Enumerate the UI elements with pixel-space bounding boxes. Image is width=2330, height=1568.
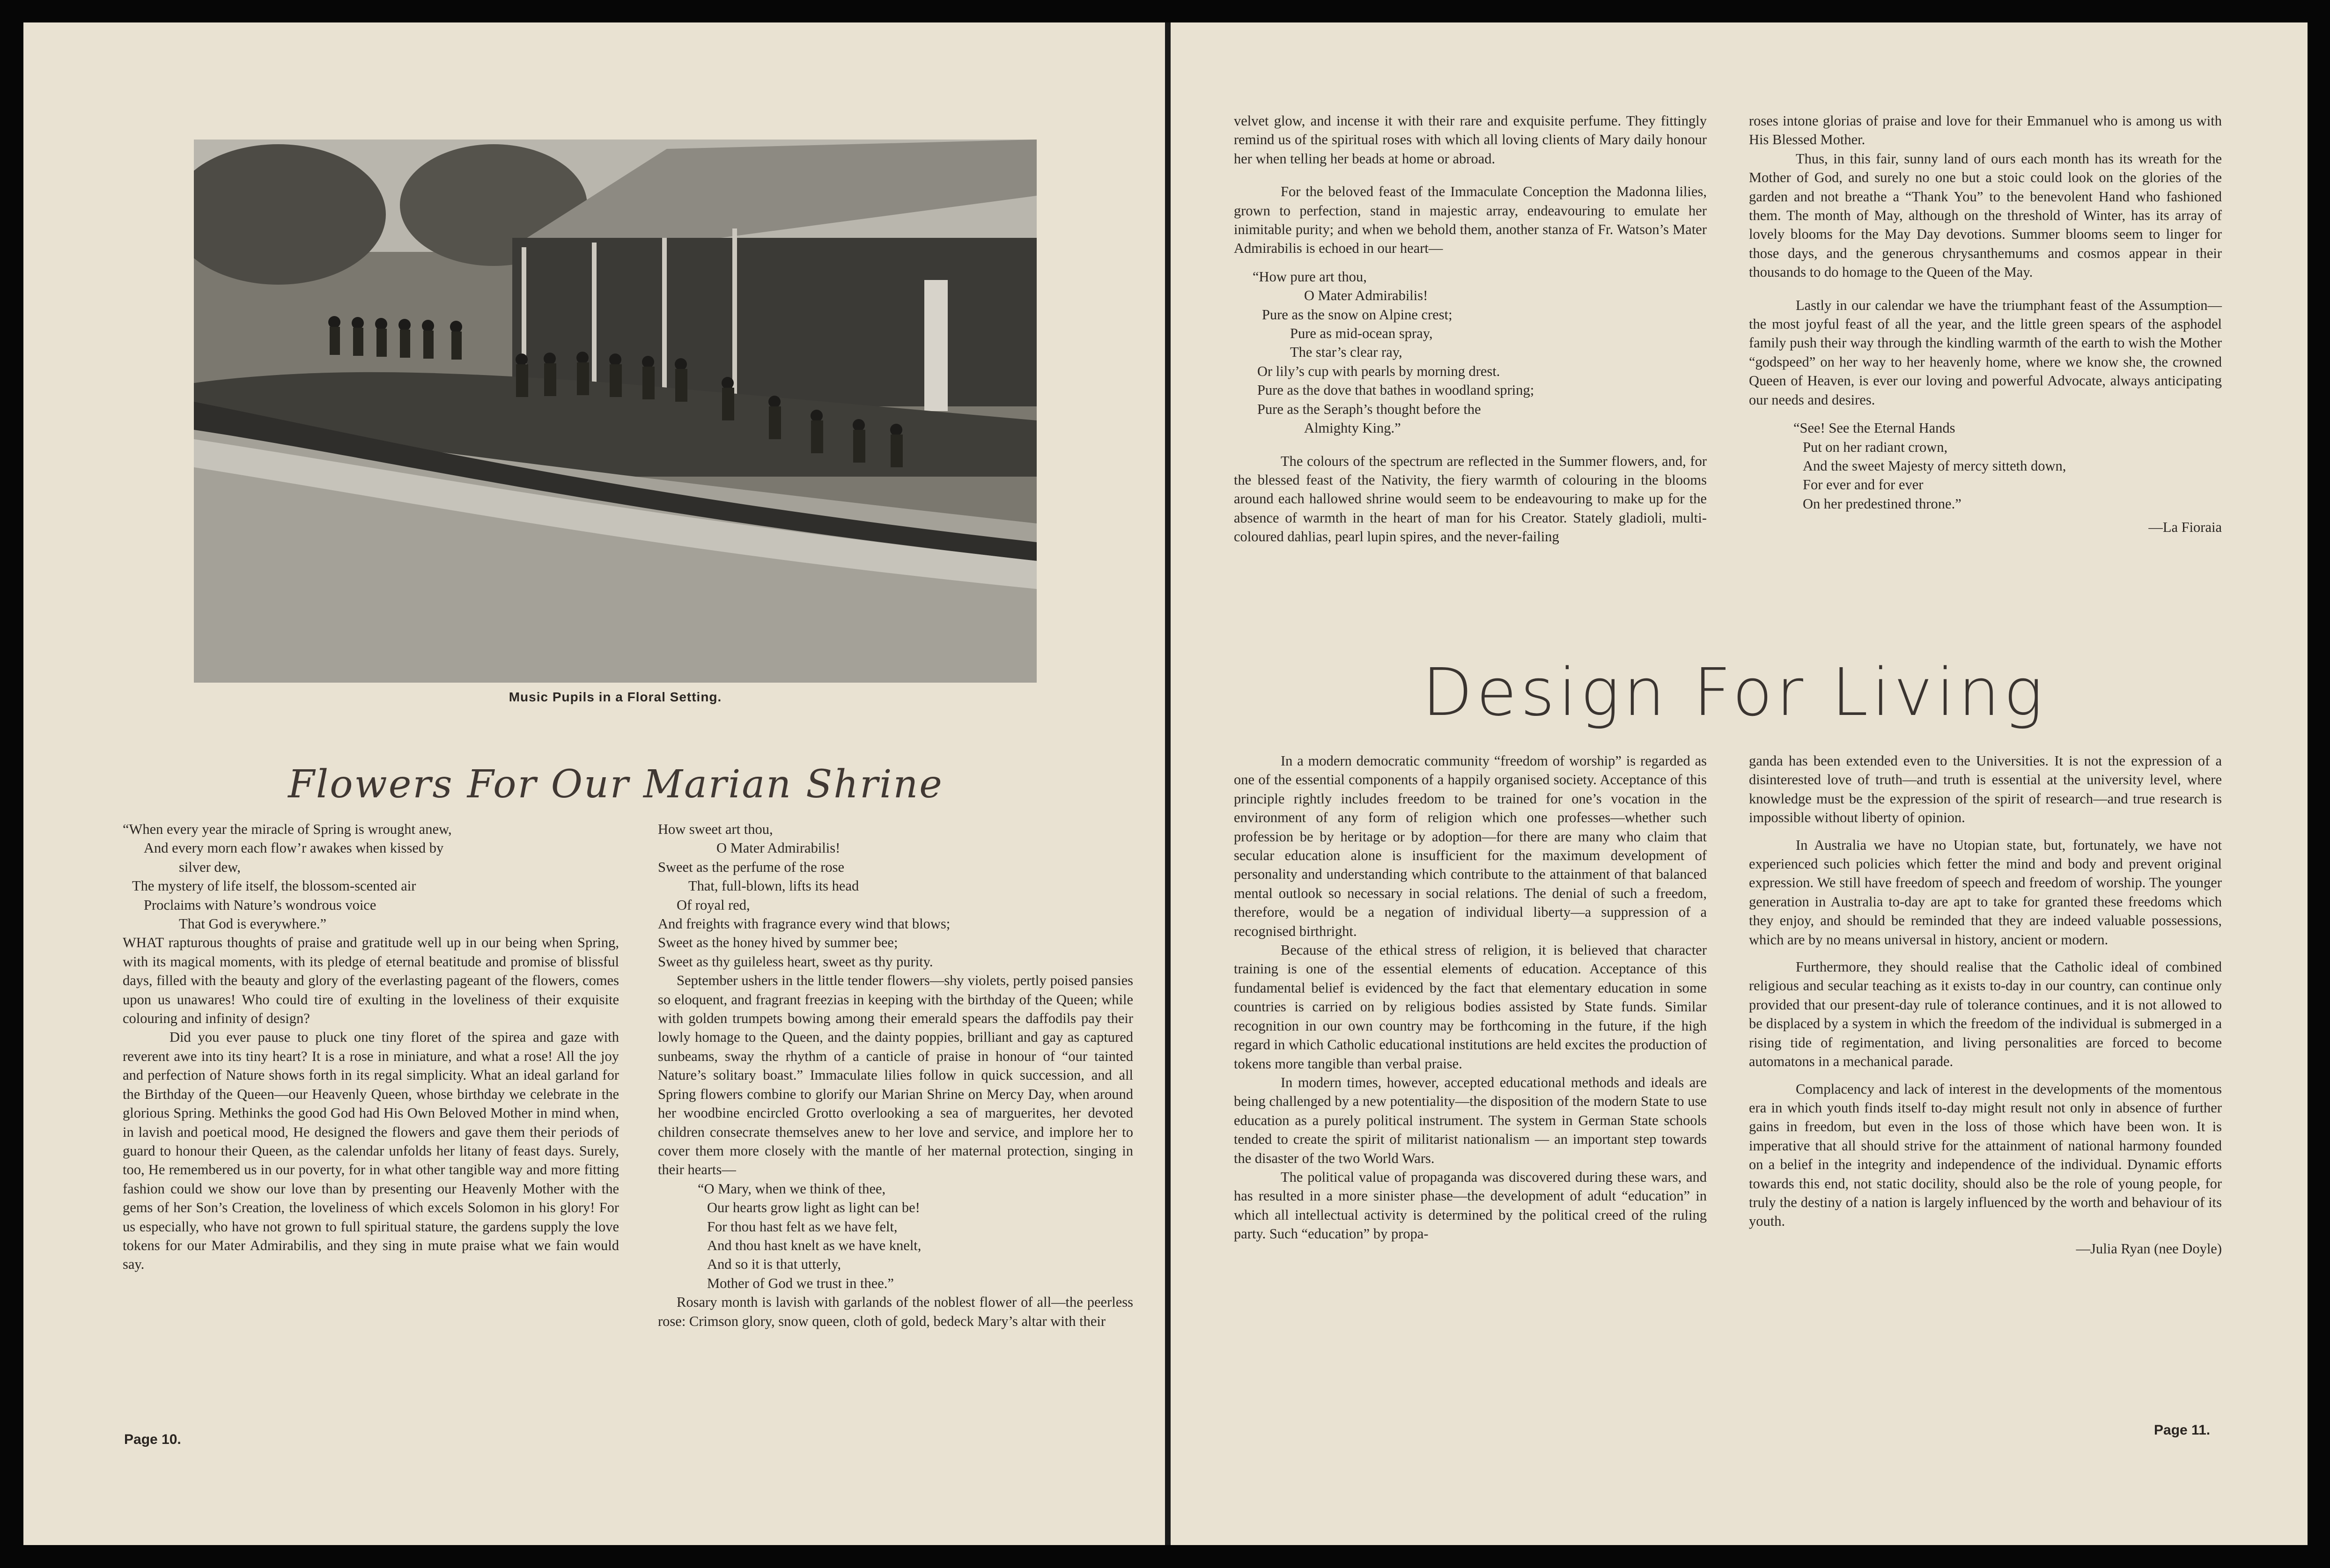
verse-line: For thou hast felt as we have felt, xyxy=(707,1218,898,1235)
paragraph: Complacency and lack of interest in the developments of the momentous era in which youth finds itself to-day might result not only in absence of further gains in freedom, but even in the loss of those which have been won. It is imperative that all should strive for the attainment of national harmony founded on a belief in the integrity and independence of the individual. Dynamic efforts towards this end, not static docility, should also be the role of young people, for truly the destiny of a nation is largely influenced by the worth and behaviour of its youth. xyxy=(1749,1081,2222,1229)
paragraph: ganda has been extended even to the Universities. It is not the expression of a disinterested love of truth—and truth is essential at the university level, where knowledge must be the expression of the spirit of research—and true research is impossible without liberty of opinion. xyxy=(1749,753,2222,826)
paragraph: Thus, in this fair, sunny land of ours each month has its wreath for the Mother of God, and surely no one but a stoic could look on the glories of the garden and not breathe a “Thank You” to the benevolent Hand who fashioned them. The month of May, although on the threshold of Winter, has its array of lovely blooms for the May Day devotions. Summer blooms seem to linger for those days, and the generous chrysanthemums and cosmos appear in their thousands to do homage to the Queen of the May. xyxy=(1749,150,2222,280)
verse-line: That God is everywhere.” xyxy=(179,916,327,932)
article-title: Flowers For Our Marian Shrine xyxy=(288,762,944,807)
verse-line: silver dew, xyxy=(179,859,241,875)
verse-line: Mother of God we trust in thee.” xyxy=(707,1275,894,1291)
paragraph: In modern times, however, accepted educational methods and ideals are being challenged by a new potentiality—the disposition of the modern State to use education as a purely political instrument. The system in German State schools tended to create the spirit of militarist nationalism — an important step towards the disaster of the two World Wars. xyxy=(1234,1074,1707,1166)
verse-line: On her predestined throne.” xyxy=(1803,495,1961,512)
verse-line: Sweet as the honey hived by summer bee; xyxy=(658,935,898,951)
garden-photo xyxy=(194,140,1037,683)
verse-line: Pure as the dove that bathes in woodland spring; xyxy=(1257,382,1534,398)
right-top-column-2 xyxy=(1749,111,2222,537)
verse-line: And freights with fragrance every wind that blows; xyxy=(658,916,951,932)
left-column-2 xyxy=(658,820,1133,1331)
verse-line: And every morn each flow’r awakes when kissed by xyxy=(144,840,444,856)
article-title: Design For Living xyxy=(1422,655,2047,731)
verse-line: Of royal red, xyxy=(677,897,750,913)
paragraph: In Australia we have no Utopian state, but, fortunately, we have not experienced such policies which fetter the mind and body and prevent original expression. We still have freedom of speech and freedom of worship. The younger generation in Australia to-day are apt to take for granted these freedoms which they enjoy, and should be reminded that they are indeed valuable possessions, which are by no means universal in history, ancient or modern. xyxy=(1749,837,2222,948)
paragraph: For the beloved feast of the Immaculate Conception the Madonna lilies, grown to perfection, stand in majestic array, endeavouring to emulate her inimitable purity; and when we behold them, another stanza of Fr. Watson’s Mater Admirabilis is echoed in our heart— xyxy=(1234,184,1707,257)
verse-line: Our hearts grow light as light can be! xyxy=(707,1200,920,1216)
verse-line: The star’s clear ray, xyxy=(1290,344,1402,361)
signature: —Julia Ryan (nee Doyle) xyxy=(2076,1240,2222,1257)
verse-line: Pure as mid-ocean spray, xyxy=(1290,325,1433,342)
verse-line: Sweet as thy guileless heart, sweet as thy purity. xyxy=(658,953,933,970)
verse-line: O Mater Admirabilis! xyxy=(716,840,841,856)
verse-line: Put on her radiant crown, xyxy=(1803,439,1948,455)
spine-gutter xyxy=(1165,22,1171,1545)
verse-line: Or lily’s cup with pearls by morning drest. xyxy=(1257,363,1500,379)
verse-mater-sweet xyxy=(658,820,1133,971)
verse-line: For ever and for ever xyxy=(1803,477,1924,493)
signature: —La Fioraia xyxy=(2148,519,2222,536)
paragraph: Did you ever pause to pluck one tiny floret of the spirea and gaze with reverent awe into its tiny heart? It is a rose in miniature, and what a rose! All the joy and perfection of Nature shows forth in its regal simplicity. What an ideal garland for the Birthday of the Queen—our Heavenly Queen, whose birthday we celebrate in the glorious Spring. Methinks the good God had His Own Beloved Mother in mind when, in lavish and poetical mood, He designed the flowers and gave them their periods of guard to honour their Queen, as the calendar unfolds her litany of feast days. Surely, too, He remembered us in our poverty, for in what other tangible way and more fitting fashion could we show our love than by presenting our Heavenly Mother with the gems of her Son’s Creation, the loveliness of which excels Solomon in his glory! For us especially, who have not grown to full spiritual stature, the gardens supply the love tokens for our Mater Admirabilis, and they sing in mute praise what we fain would say. xyxy=(123,1029,619,1273)
right-top-column-1 xyxy=(1234,111,1707,546)
page-number: Page 11. xyxy=(2154,1422,2211,1438)
left-page xyxy=(23,22,1165,1545)
verse-line: And so it is that utterly, xyxy=(707,1256,841,1273)
verse-line: Pure as the Seraph’s thought before the xyxy=(1257,401,1481,417)
verse-mater-pure xyxy=(1234,267,1707,438)
paragraph: Furthermore, they should realise that the Catholic ideal of combined religious and secular teaching as it exists to-day in our country, can continue only provided that our present-day rule of tolerance continues, and it is not allowed to be displaced by a system in which the freedom of the individual is submerged in a rising tide of regimentation, and living personalities are forced to become automatons in a mechanical parade. xyxy=(1749,959,2222,1070)
verse-line: “See! See the Eternal Hands xyxy=(1793,420,1955,436)
paragraph: September ushers in the little tender flowers—shy violets, pertly poised pansies so eloquent, and fragrant freezias in keeping with the birthday of the Queen; while with golden trumpets bowing among their emerald spears the daffodils pay their lowly homage to the Queen, and the dainty poppies, brilliant and gay as captured sunbeams, sway the rhythm of a canticle of praise in honour of “our tainted Nature’s solitary boast.” Immaculate lilies follow in quick succession, and all Spring flowers combine to glorify our Marian Shrine on Mercy Day, when around her woodbine encircled Grotto overlooking a sea of marguerites, her devoted children consecrate themselves anew to her love and service, and implore her to cover them more closely with the mantle of her maternal protection, singing in their hearts— xyxy=(658,972,1133,1178)
paragraph: In a modern democratic community “freedom of worship” is regarded as one of the essential components of a happily organised society. Acceptance of this principle rightly includes freedom to be trained for one’s vocation in the environment of any form of religion which one professes—whether such profession be by heritage or by adoption—for there are many who claim that secular education alone is insufficient for the maximum development of personality and understanding which contribute to the attainment of that balanced mental outlook so necessary in social relations. The denial of such a freedom, therefore, would be a negation of individual liberty—a suppression of a recognised birthright. xyxy=(1234,753,1707,939)
verse-line: And the sweet Majesty of mercy sitteth down, xyxy=(1803,457,2066,474)
verse-line: “When every year the miracle of Spring is wrought anew, xyxy=(123,821,452,837)
paragraph: Because of the ethical stress of religion, it is believed that character training is one of the essential elements of education. Acceptance of this fundamental belief is evidenced by the fact that elementary education in some countries is carried on by religious bodies assisted by State funds. Similar recognition in our own country may be forthcoming in the future, if the high regard in which Catholic educational institutions are held excites the production of tokens more tangible than verbal praise. xyxy=(1234,942,1707,1072)
right-bottom-column-1 xyxy=(1234,751,1707,1244)
verse-line: That, full-blown, lifts its head xyxy=(688,878,859,894)
paragraph: The political value of propaganda was discovered during these wars, and has resulted in a more sinister phase—the development of adult “education” in which all intellectual activity is determined by the political creed of the ruling party. Such “education” by propa- xyxy=(1234,1169,1707,1242)
paragraph: Rosary month is lavish with garlands of the noblest flower of all—the peerless rose: Crimson glory, snow queen, cloth of gold, bedeck Mary’s altar with their xyxy=(658,1294,1133,1329)
paragraph: Lastly in our calendar we have the triumphant feast of the Assumption—the most joyful feast of all the year, and the little green spears of the asphodel family push their way through the kindling warmth of the earth to wish the Mother “godspeed” on her way to her heavenly home, where we know she, the crowned Queen of Heaven, is ever our loving and powerful Advocate, always anticipating our needs and desires. xyxy=(1749,297,2222,408)
verse-line: O Mater Admirabilis! xyxy=(1304,287,1428,304)
right-bottom-column-2 xyxy=(1749,751,2222,1258)
left-column-1 xyxy=(123,820,619,1274)
opening-verse xyxy=(123,820,619,933)
photo-illustration xyxy=(194,140,1037,683)
right-page xyxy=(1171,22,2308,1545)
verse-line: How sweet art thou, xyxy=(658,821,773,837)
verse-line: The mystery of life itself, the blossom-scented air xyxy=(132,878,416,894)
paragraph: roses intone glorias of praise and love for their Emmanuel who is among us with His Blessed Mother. xyxy=(1749,113,2222,148)
verse-line: Sweet as the perfume of the rose xyxy=(658,859,845,875)
verse-eternal-hands xyxy=(1749,419,2222,513)
verse-line: Almighty King.” xyxy=(1304,420,1401,436)
verse-line: Pure as the snow on Alpine crest; xyxy=(1262,306,1453,323)
verse-line: “How pure art thou, xyxy=(1253,268,1367,285)
paragraph: The colours of the spectrum are reflected in the Summer flowers, and, for the blessed feast of the Nativity, the fiery warmth of colouring in the blooms around each hallowed shrine would seem to be endeavouring to make up for the absence of warmth in the heart of man for his Creator. Stately gladioli, multi-coloured dahlias, pearl lupin spires, and the never-failing xyxy=(1234,453,1707,545)
verse-o-mary xyxy=(658,1179,1133,1293)
paragraph: WHAT rapturous thoughts of praise and gratitude well up in our being when Spring, with its magical moments, with its pledge of eternal beatitude and promise of blissful days, filled with the beauty and glory of the everlasting pageant of the flowers, comes upon us unawares! Who could tire of exulting in the loveliness of their exquisite colouring and infinity of design? xyxy=(123,935,619,1027)
verse-line: “O Mary, when we think of thee, xyxy=(698,1180,886,1197)
photo-caption: Music Pupils in a Floral Setting. xyxy=(509,690,722,704)
verse-line: And thou hast knelt as we have knelt, xyxy=(707,1237,922,1253)
page-number: Page 10. xyxy=(124,1432,181,1447)
paragraph: velvet glow, and incense it with their rare and exquisite perfume. They fittingly remind us of the spiritual roses with which all loving clients of Mary daily honour her when telling her beads at home or abroad. xyxy=(1234,113,1707,167)
verse-line: Proclaims with Nature’s wondrous voice xyxy=(144,897,376,913)
